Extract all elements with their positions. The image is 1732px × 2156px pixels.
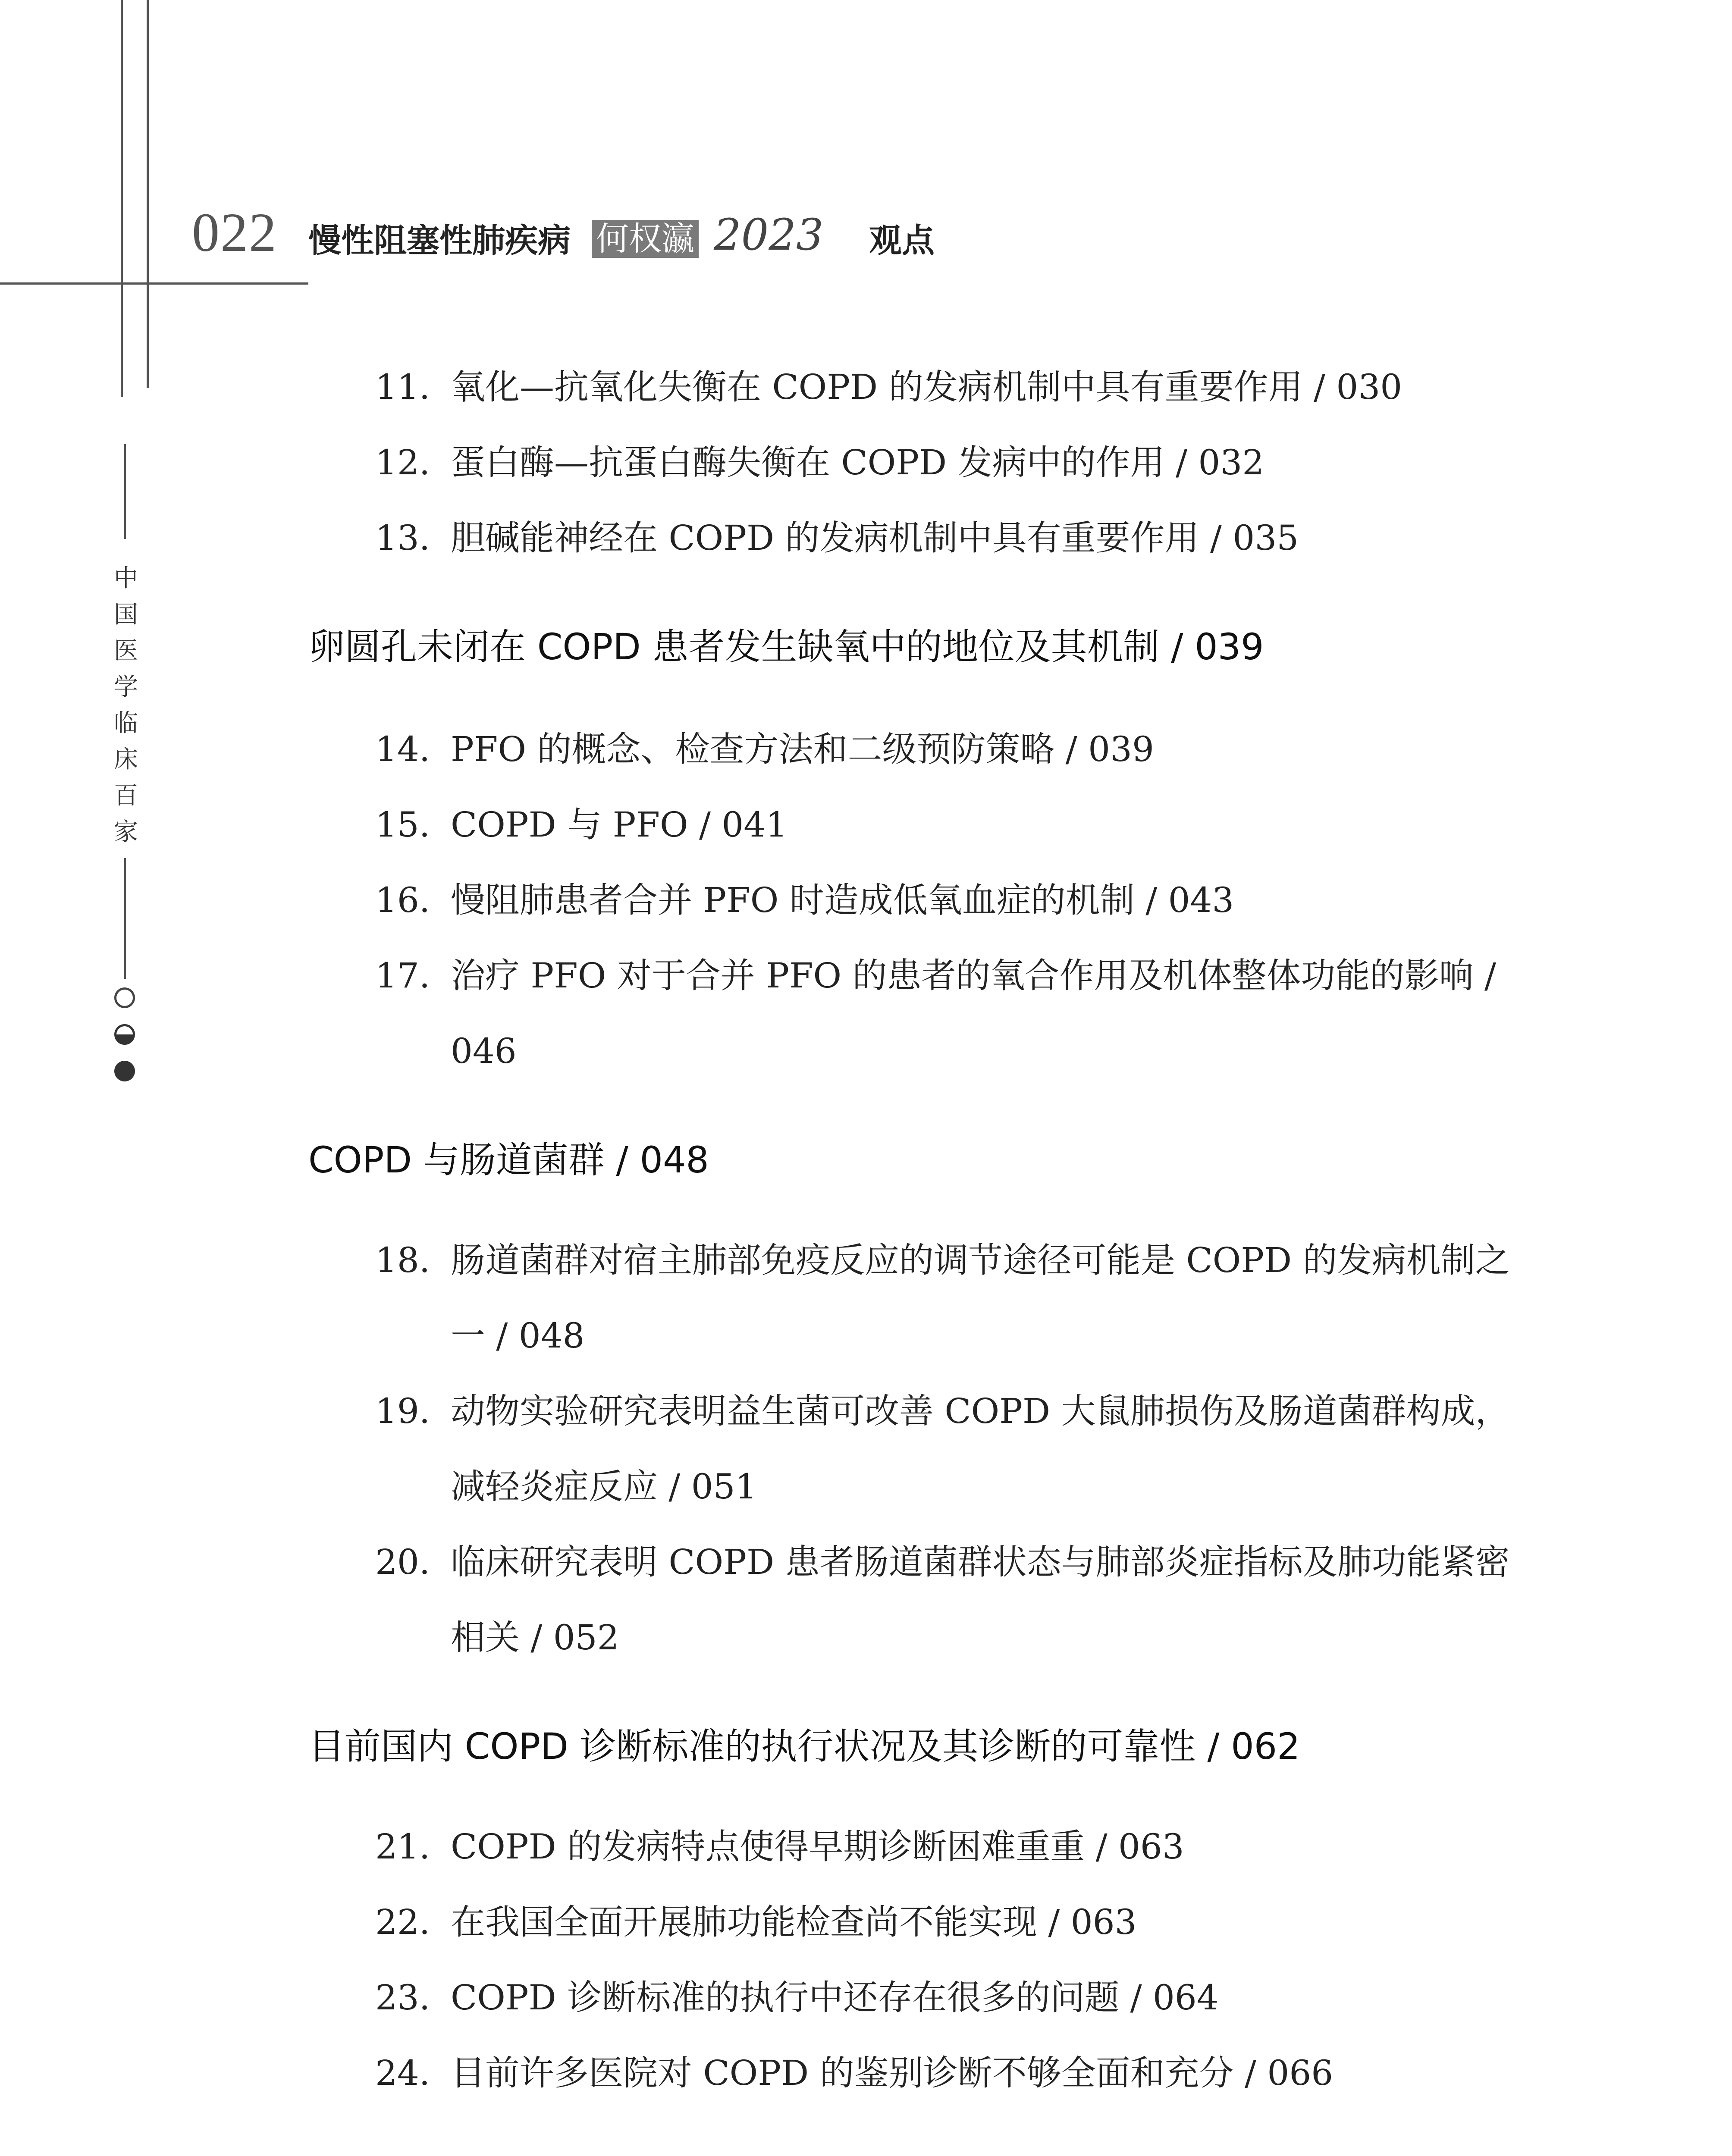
toc-entry-text: 目前许多医院对 COPD 的鉴别诊断不够全面和充分 / 066 (451, 2053, 1334, 2093)
toc-entry[interactable] (375, 1373, 1540, 1524)
edition-suffix: 观点 (869, 221, 935, 260)
toc-entry[interactable] (375, 349, 1540, 425)
vertical-rule-left (121, 0, 123, 397)
toc-entry-number: 11. (375, 367, 430, 407)
toc-entry-text: 治疗 PFO 对于合并 PFO 的患者的氧合作用及机体整体功能的影响 / 046 (451, 956, 1496, 1071)
toc-entry-text: 动物实验研究表明益生菌可改善 COPD 大鼠肺损伤及肠道菌群构成，减轻炎症反应 / 051 (451, 1391, 1510, 1507)
toc-entry[interactable] (375, 787, 1540, 862)
edition-year: 2023 (714, 210, 824, 260)
toc-entry-number: 18. (375, 1240, 430, 1280)
half-circle-icon (114, 1024, 135, 1045)
toc-entry-text: 在我国全面开展肺功能检查尚不能实现 / 063 (451, 1902, 1137, 1942)
toc-entry[interactable] (375, 938, 1540, 1089)
toc-entry-number: 13. (375, 518, 430, 558)
toc-entry-text: COPD 与 PFO / 041 (451, 805, 788, 845)
toc-entry[interactable] (375, 1884, 1540, 1960)
toc-entry-text: 慢阻肺患者合并 PFO 时造成低氧血症的机制 / 043 (451, 880, 1234, 920)
toc-entry-number: 19. (375, 1391, 430, 1431)
toc-entry-number: 22. (375, 1902, 430, 1942)
toc-entry[interactable] (375, 862, 1540, 938)
toc-entry-number: 17. (375, 956, 430, 996)
toc-entry-text: 蛋白酶—抗蛋白酶失衡在 COPD 发病中的作用 / 032 (451, 442, 1264, 483)
series-label: 中 国 医 学 临 床 百 家 (114, 564, 138, 846)
toc-entry[interactable] (375, 1809, 1540, 1884)
toc-entry-number: 14. (375, 729, 430, 769)
toc-entry-text: COPD 诊断标准的执行中还存在很多的问题 / 064 (451, 1977, 1219, 2018)
book-title: 慢性阻塞性肺疾病 (308, 221, 571, 260)
toc-entry-number: 24. (375, 2053, 430, 2093)
vertical-rule-right (147, 0, 149, 388)
toc-entry-number: 15. (375, 805, 430, 845)
toc-entry-text: 临床研究表明 COPD 患者肠道菌群状态与肺部炎症指标及肺功能紧密相关 / 052 (451, 1542, 1510, 1658)
toc-entry[interactable] (375, 1960, 1540, 2035)
toc-section-heading[interactable]: 卵圆孔未闭在 COPD 患者发生缺氧中的地位及其机制 / 039 (308, 626, 1264, 668)
filled-circle-icon (114, 1061, 135, 1081)
toc-entry[interactable] (375, 2035, 1540, 2111)
toc-entry-number: 12. (375, 442, 430, 483)
sidebar-rule-bottom (124, 858, 126, 979)
toc-entry-number: 16. (375, 880, 430, 920)
toc-entry-text: PFO 的概念、检查方法和二级预防策略 / 039 (451, 729, 1154, 769)
toc-entry-text: 胆碱能神经在 COPD 的发病机制中具有重要作用 / 035 (451, 518, 1299, 558)
toc-entry-text: 肠道菌群对宿主肺部免疫反应的调节途径可能是 COPD 的发病机制之一 / 048 (451, 1240, 1510, 1356)
empty-circle-icon (114, 987, 135, 1008)
toc-entry-text: 氧化—抗氧化失衡在 COPD 的发病机制中具有重要作用 / 030 (451, 367, 1403, 407)
toc-section-heading[interactable]: 目前国内 COPD 诊断标准的执行状况及其诊断的可靠性 / 062 (308, 1725, 1300, 1767)
toc-entry-number: 21. (375, 1827, 430, 1867)
toc-entry[interactable] (375, 1524, 1540, 1675)
toc-entry-number: 20. (375, 1542, 430, 1582)
author-name: 何权瀛 (592, 220, 699, 258)
toc-entry[interactable] (375, 425, 1540, 500)
sidebar-rule-top (124, 444, 126, 539)
toc-entry[interactable] (375, 500, 1540, 576)
page-number: 022 (192, 202, 277, 263)
header-underline (0, 282, 308, 285)
toc-section-heading[interactable]: COPD 与肠道菌群 / 048 (308, 1139, 709, 1181)
toc-entry-text: COPD 的发病特点使得早期诊断困难重重 / 063 (451, 1827, 1184, 1867)
toc-entry-number: 23. (375, 1977, 430, 2018)
toc-entry[interactable] (375, 711, 1540, 787)
toc-entry[interactable] (375, 1222, 1540, 1373)
